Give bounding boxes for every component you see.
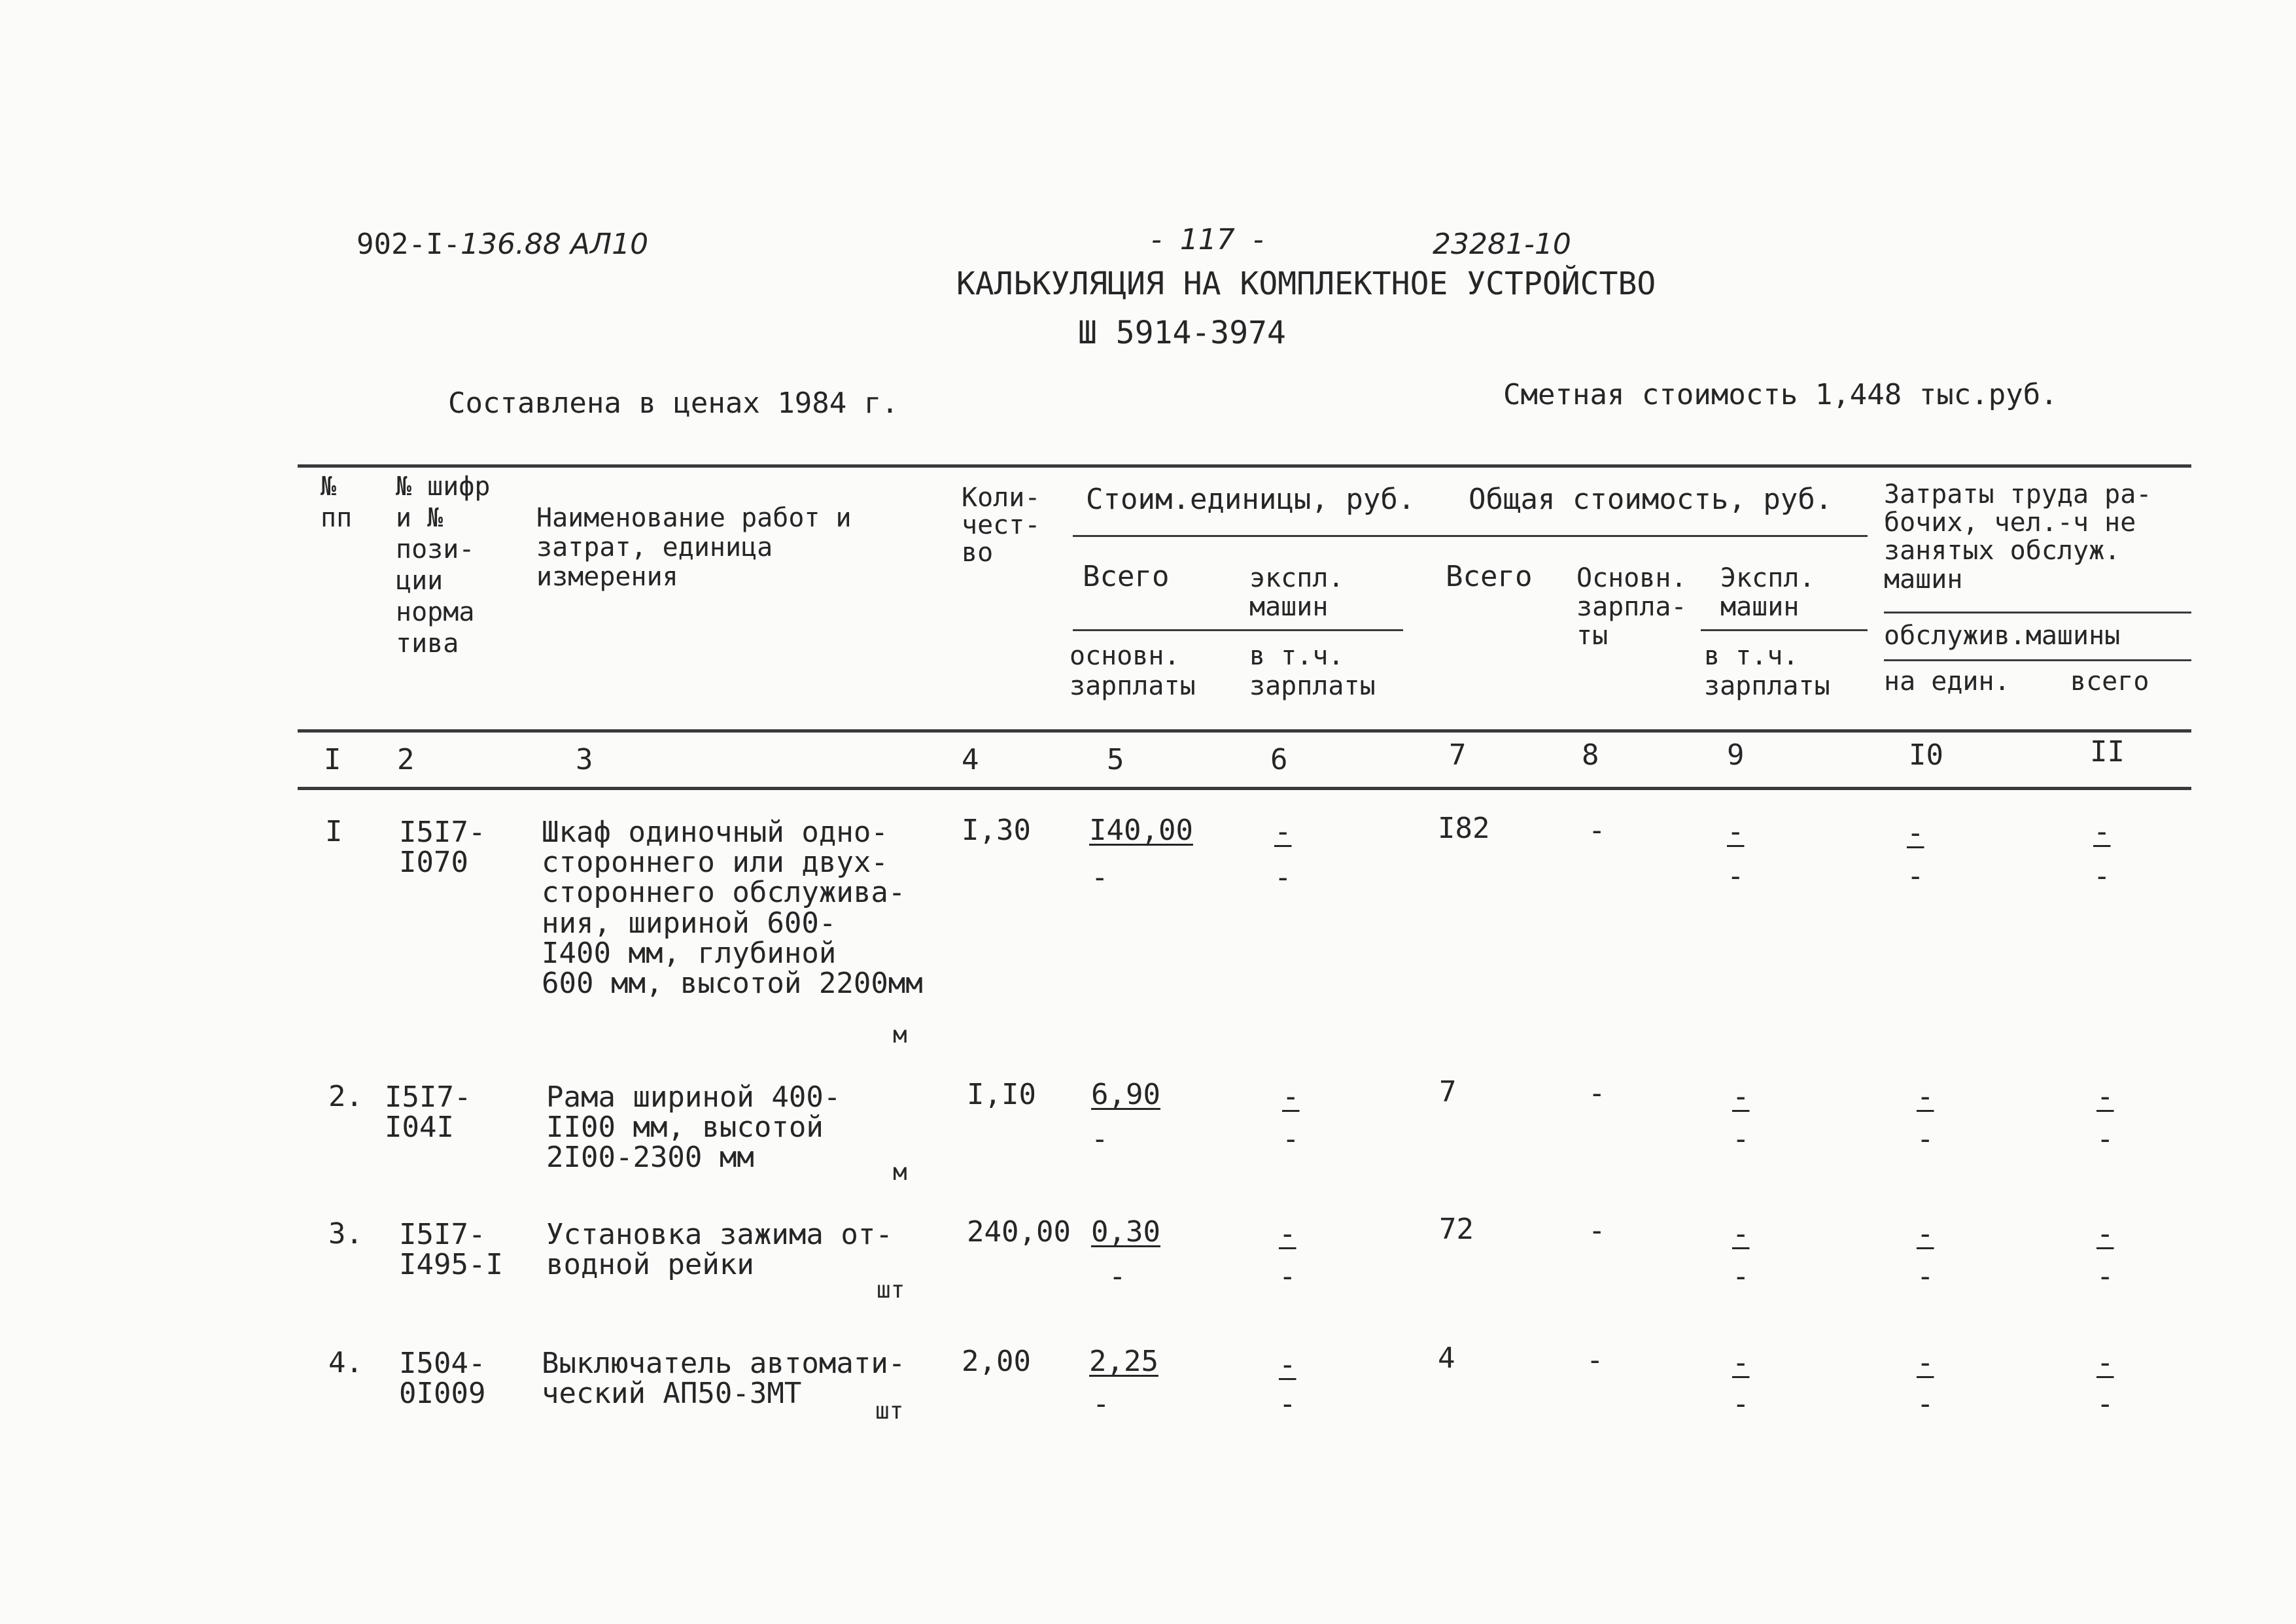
- col-numbers-rule: [298, 787, 2191, 790]
- col-header-unit-total: Всего: [1083, 560, 1170, 593]
- row-total-salary: -: [1588, 1077, 1606, 1110]
- row-unit-salary: -: [1091, 1122, 1109, 1156]
- row-name: Рама шириной 400- II00 мм, высотой 2I00-2300 мм: [546, 1080, 841, 1175]
- row-name: Установка зажима от- водной рейки: [546, 1218, 893, 1282]
- col-number: 5: [1107, 743, 1124, 776]
- header-rule-machines-sub: [1701, 629, 1868, 631]
- doc-code: [357, 230, 648, 259]
- row-labor-total: -: [2093, 815, 2111, 848]
- col-header-unit-machines-salary: в т.ч. зарплаты: [1249, 641, 1376, 701]
- row-qty: 240,00: [967, 1215, 1071, 1249]
- row-total-salary: -: [1588, 814, 1606, 847]
- row-total-salary: -: [1586, 1343, 1604, 1377]
- row-total-salary: -: [1588, 1214, 1606, 1247]
- doc-code-printed: 902-I-: [357, 228, 461, 261]
- row-unit-cost: 0,30: [1091, 1215, 1160, 1249]
- col-number: 4: [962, 743, 979, 776]
- device-code: Ш 5914-3974: [1078, 315, 1286, 351]
- col-number: II: [2090, 735, 2125, 769]
- row-machines-salary: -: [1279, 1387, 1296, 1421]
- row-qty: I,I0: [967, 1078, 1036, 1111]
- prices-note: Составлена в ценах 1984 г.: [448, 387, 899, 420]
- group-header-labor: Затраты труда ра- бочих, чел.-ч не занятых обслуж. машин: [1884, 479, 2168, 595]
- row-machines-salary: -: [1279, 1260, 1296, 1293]
- row-unit: м: [893, 1159, 907, 1186]
- row-labor-unit: -: [1907, 816, 1924, 850]
- row-name: Шкаф одиночный одно- стороннего или двух- стороннего обслужива- ния, шириной 600- I400 мм, глубиной 600 мм, высотой 2200мм: [542, 816, 923, 1000]
- col-header-name: Наименование работ и затрат, единица измерения: [536, 503, 867, 592]
- col-number: 7: [1449, 738, 1467, 772]
- row-unit-cost: 2,25: [1089, 1345, 1158, 1378]
- row-total-machines: -: [1732, 1080, 1750, 1113]
- col-number: I: [324, 743, 341, 776]
- col-header-total-all: Всего: [1446, 560, 1533, 593]
- row-machines: -: [1279, 1348, 1296, 1381]
- col-header-total-salary: Основн. зарпла- ты: [1576, 563, 1703, 651]
- row-labor-total: -: [2096, 1346, 2114, 1379]
- row-unit-salary: -: [1109, 1260, 1126, 1293]
- row-labor-unit-sub: -: [1917, 1122, 1934, 1156]
- row-total-machines: -: [1732, 1217, 1750, 1251]
- estimated-cost: Сметная стоимость 1,448 тыс.руб.: [1503, 378, 2058, 411]
- col-number: 9: [1727, 738, 1745, 772]
- group-header-unit-cost: Стоим.единицы, руб.: [1086, 483, 1416, 516]
- row-qty: 2,00: [962, 1345, 1031, 1378]
- row-machines-salary: -: [1282, 1122, 1300, 1156]
- row-num: 2.: [328, 1080, 363, 1113]
- row-num: 4.: [328, 1346, 363, 1379]
- row-qty: I,30: [962, 814, 1031, 847]
- row-code: I5I7- I04I: [385, 1080, 472, 1145]
- row-unit: шт: [877, 1277, 905, 1304]
- table-top-rule: [298, 464, 2191, 468]
- row-total-machines-salary: -: [1732, 1122, 1750, 1156]
- col-number: 3: [576, 743, 593, 776]
- row-machines-salary: -: [1274, 861, 1292, 894]
- row-labor-total-sub: -: [2096, 1387, 2114, 1421]
- row-code: I5I7- I070: [399, 816, 486, 880]
- row-labor-total-sub: -: [2096, 1122, 2114, 1156]
- col-number: I0: [1909, 738, 1943, 772]
- row-code: I504- 0I009: [399, 1347, 486, 1411]
- header-rule-unit-subcols: [1073, 629, 1403, 631]
- row-total-machines: -: [1727, 815, 1745, 848]
- page-title: КАЛЬКУЛЯЦИЯ НА КОМПЛЕКТНОЕ УСТРОЙСТВО: [956, 266, 1656, 302]
- page-marker: - 117 -: [1151, 223, 1264, 256]
- row-labor-unit-sub: -: [1907, 859, 1924, 893]
- row-machines: -: [1282, 1080, 1300, 1113]
- row-machines: -: [1279, 1217, 1296, 1251]
- row-num: 3.: [328, 1217, 363, 1251]
- header-rule-unit-cost: [1073, 535, 1868, 537]
- col-header-code: № шифр и № пози- ции норма тива: [396, 472, 506, 659]
- col-header-total-machines-salary: в т.ч. зарплаты: [1704, 641, 1830, 701]
- col-header-total-machines: Экспл. машин: [1720, 563, 1831, 622]
- row-labor-unit: -: [1917, 1346, 1934, 1379]
- col-header-unit-machines: экспл. машин: [1249, 563, 1360, 622]
- col-header-qty: Коли- чест- во: [962, 483, 1056, 568]
- col-number: 2: [397, 743, 415, 776]
- row-total-machines: -: [1732, 1346, 1750, 1379]
- row-total-machines-salary: -: [1727, 859, 1745, 893]
- row-labor-unit-sub: -: [1917, 1387, 1934, 1421]
- header-rule-labor-sub: [1884, 659, 2191, 661]
- col-header-labor-total: всего: [2070, 666, 2149, 697]
- row-unit-salary: -: [1092, 1387, 1110, 1421]
- row-num: I: [325, 815, 343, 848]
- row-total: I82: [1438, 812, 1490, 845]
- row-total: 72: [1439, 1213, 1474, 1246]
- doc-code-hand: 136.88 АЛ10: [460, 228, 649, 261]
- row-unit: м: [893, 1022, 907, 1048]
- row-labor-unit: -: [1917, 1217, 1934, 1251]
- header-bottom-rule: [298, 729, 2191, 733]
- row-labor-unit: -: [1917, 1080, 1934, 1113]
- row-unit-cost: I40,00: [1089, 814, 1193, 847]
- row-unit: шт: [875, 1398, 904, 1425]
- col-header-labor-per-unit: на един.: [1884, 666, 2010, 697]
- row-unit-cost: 6,90: [1091, 1078, 1160, 1111]
- col-header-num: № пп: [321, 472, 353, 533]
- row-machines: -: [1274, 815, 1292, 848]
- row-labor-unit-sub: -: [1917, 1260, 1934, 1293]
- row-labor-total-sub: -: [2093, 859, 2111, 893]
- row-labor-total: -: [2096, 1217, 2114, 1251]
- ref-number: 23281-10: [1433, 228, 1571, 261]
- row-total: 4: [1438, 1341, 1455, 1375]
- col-header-labor-service: обслужив.машины: [1884, 621, 2121, 651]
- row-unit-salary: -: [1091, 861, 1109, 894]
- row-labor-total: -: [2096, 1080, 2114, 1113]
- row-total: 7: [1439, 1075, 1457, 1109]
- row-total-machines-salary: -: [1732, 1387, 1750, 1421]
- header-rule-labor: [1884, 612, 2191, 613]
- col-number: 8: [1582, 738, 1599, 772]
- row-code: I5I7- I495-I: [399, 1218, 503, 1282]
- col-header-unit-salary: основн. зарплаты: [1070, 641, 1196, 701]
- row-total-machines-salary: -: [1732, 1260, 1750, 1293]
- row-name: Выключатель автомати- ческий АП50-3МТ: [542, 1347, 906, 1411]
- col-number: 6: [1270, 743, 1288, 776]
- group-header-total-cost: Общая стоимость, руб.: [1469, 483, 1833, 516]
- row-labor-total-sub: -: [2096, 1260, 2114, 1293]
